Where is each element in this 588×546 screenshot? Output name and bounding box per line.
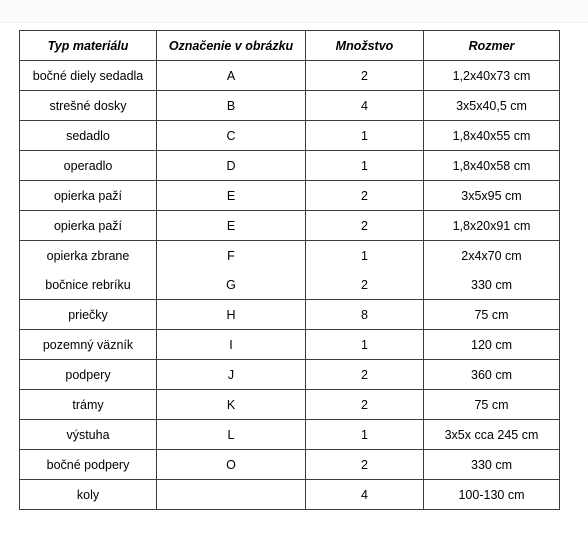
- cell-material: sedadlo: [20, 121, 157, 151]
- cell-label: C: [157, 121, 306, 151]
- cell-label: O: [157, 450, 306, 480]
- cell-dimension: 1,2x40x73 cm: [424, 61, 560, 91]
- cell-label: D: [157, 151, 306, 181]
- table-row: [20, 330, 560, 360]
- table-row: [20, 91, 560, 121]
- cell-label: [157, 480, 306, 510]
- table-row: [20, 151, 560, 181]
- cell-material: podpery: [20, 360, 157, 390]
- cell-material: bočné podpery: [20, 450, 157, 480]
- cell-quantity: 2: [306, 181, 424, 211]
- table-row: [20, 211, 560, 241]
- cell-quantity: 1: [306, 241, 424, 271]
- cell-quantity: 1: [306, 121, 424, 151]
- cell-material: operadlo: [20, 151, 157, 181]
- cell-quantity: 2: [306, 270, 424, 300]
- table-row: [20, 360, 560, 390]
- header-label-in-image: Označenie v obrázku: [157, 31, 306, 61]
- header-quantity: Množstvo: [306, 31, 424, 61]
- cell-material: trámy: [20, 390, 157, 420]
- cell-label: I: [157, 330, 306, 360]
- cell-quantity: 4: [306, 480, 424, 510]
- cell-label: F: [157, 241, 306, 271]
- cell-label: B: [157, 91, 306, 121]
- cell-dimension: 1,8x40x58 cm: [424, 151, 560, 181]
- cell-dimension: 2x4x70 cm: [424, 241, 560, 271]
- table-header-row: [20, 31, 560, 61]
- table-row: [20, 181, 560, 211]
- cell-material: pozemný väzník: [20, 330, 157, 360]
- cell-label: L: [157, 420, 306, 450]
- cell-dimension: 1,8x20x91 cm: [424, 211, 560, 241]
- cell-quantity: 2: [306, 450, 424, 480]
- cell-material: výstuha: [20, 420, 157, 450]
- table-row: [20, 300, 560, 330]
- cell-label: G: [157, 270, 306, 300]
- top-strip: [0, 0, 588, 23]
- cell-material: koly: [20, 480, 157, 510]
- cell-material: opierka zbrane: [20, 241, 157, 271]
- cell-quantity: 2: [306, 61, 424, 91]
- cell-dimension: 120 cm: [424, 330, 560, 360]
- cell-quantity: 1: [306, 151, 424, 181]
- cell-label: E: [157, 181, 306, 211]
- cell-dimension: 75 cm: [424, 390, 560, 420]
- cell-quantity: 4: [306, 91, 424, 121]
- cell-quantity: 2: [306, 390, 424, 420]
- cell-material: bočnice rebríku: [20, 270, 157, 300]
- cell-dimension: 3x5x cca 245 cm: [424, 420, 560, 450]
- table-row: [20, 241, 560, 271]
- header-dimension: Rozmer: [424, 31, 560, 61]
- cell-dimension: 360 cm: [424, 360, 560, 390]
- cell-label: H: [157, 300, 306, 330]
- cell-quantity: 2: [306, 360, 424, 390]
- materials-table: [19, 30, 560, 510]
- cell-dimension: 3x5x40,5 cm: [424, 91, 560, 121]
- cell-dimension: 3x5x95 cm: [424, 181, 560, 211]
- cell-label: A: [157, 61, 306, 91]
- cell-dimension: 330 cm: [424, 270, 560, 300]
- table-row: [20, 121, 560, 151]
- cell-quantity: 1: [306, 330, 424, 360]
- cell-label: E: [157, 211, 306, 241]
- table-row: [20, 450, 560, 480]
- cell-dimension: 330 cm: [424, 450, 560, 480]
- table-row: [20, 390, 560, 420]
- cell-dimension: 75 cm: [424, 300, 560, 330]
- cell-material: strešné dosky: [20, 91, 157, 121]
- header-material-type: Typ materiálu: [20, 31, 157, 61]
- cell-material: opierka paží: [20, 181, 157, 211]
- cell-material: bočné diely sedadla: [20, 61, 157, 91]
- cell-label: J: [157, 360, 306, 390]
- cell-label: K: [157, 390, 306, 420]
- table-row: [20, 61, 560, 91]
- cell-quantity: 2: [306, 211, 424, 241]
- table-row: [20, 270, 560, 300]
- cell-dimension: 100-130 cm: [424, 480, 560, 510]
- cell-quantity: 8: [306, 300, 424, 330]
- cell-dimension: 1,8x40x55 cm: [424, 121, 560, 151]
- cell-material: opierka paží: [20, 211, 157, 241]
- table-row: [20, 420, 560, 450]
- cell-material: priečky: [20, 300, 157, 330]
- table-row: [20, 480, 560, 510]
- cell-quantity: 1: [306, 420, 424, 450]
